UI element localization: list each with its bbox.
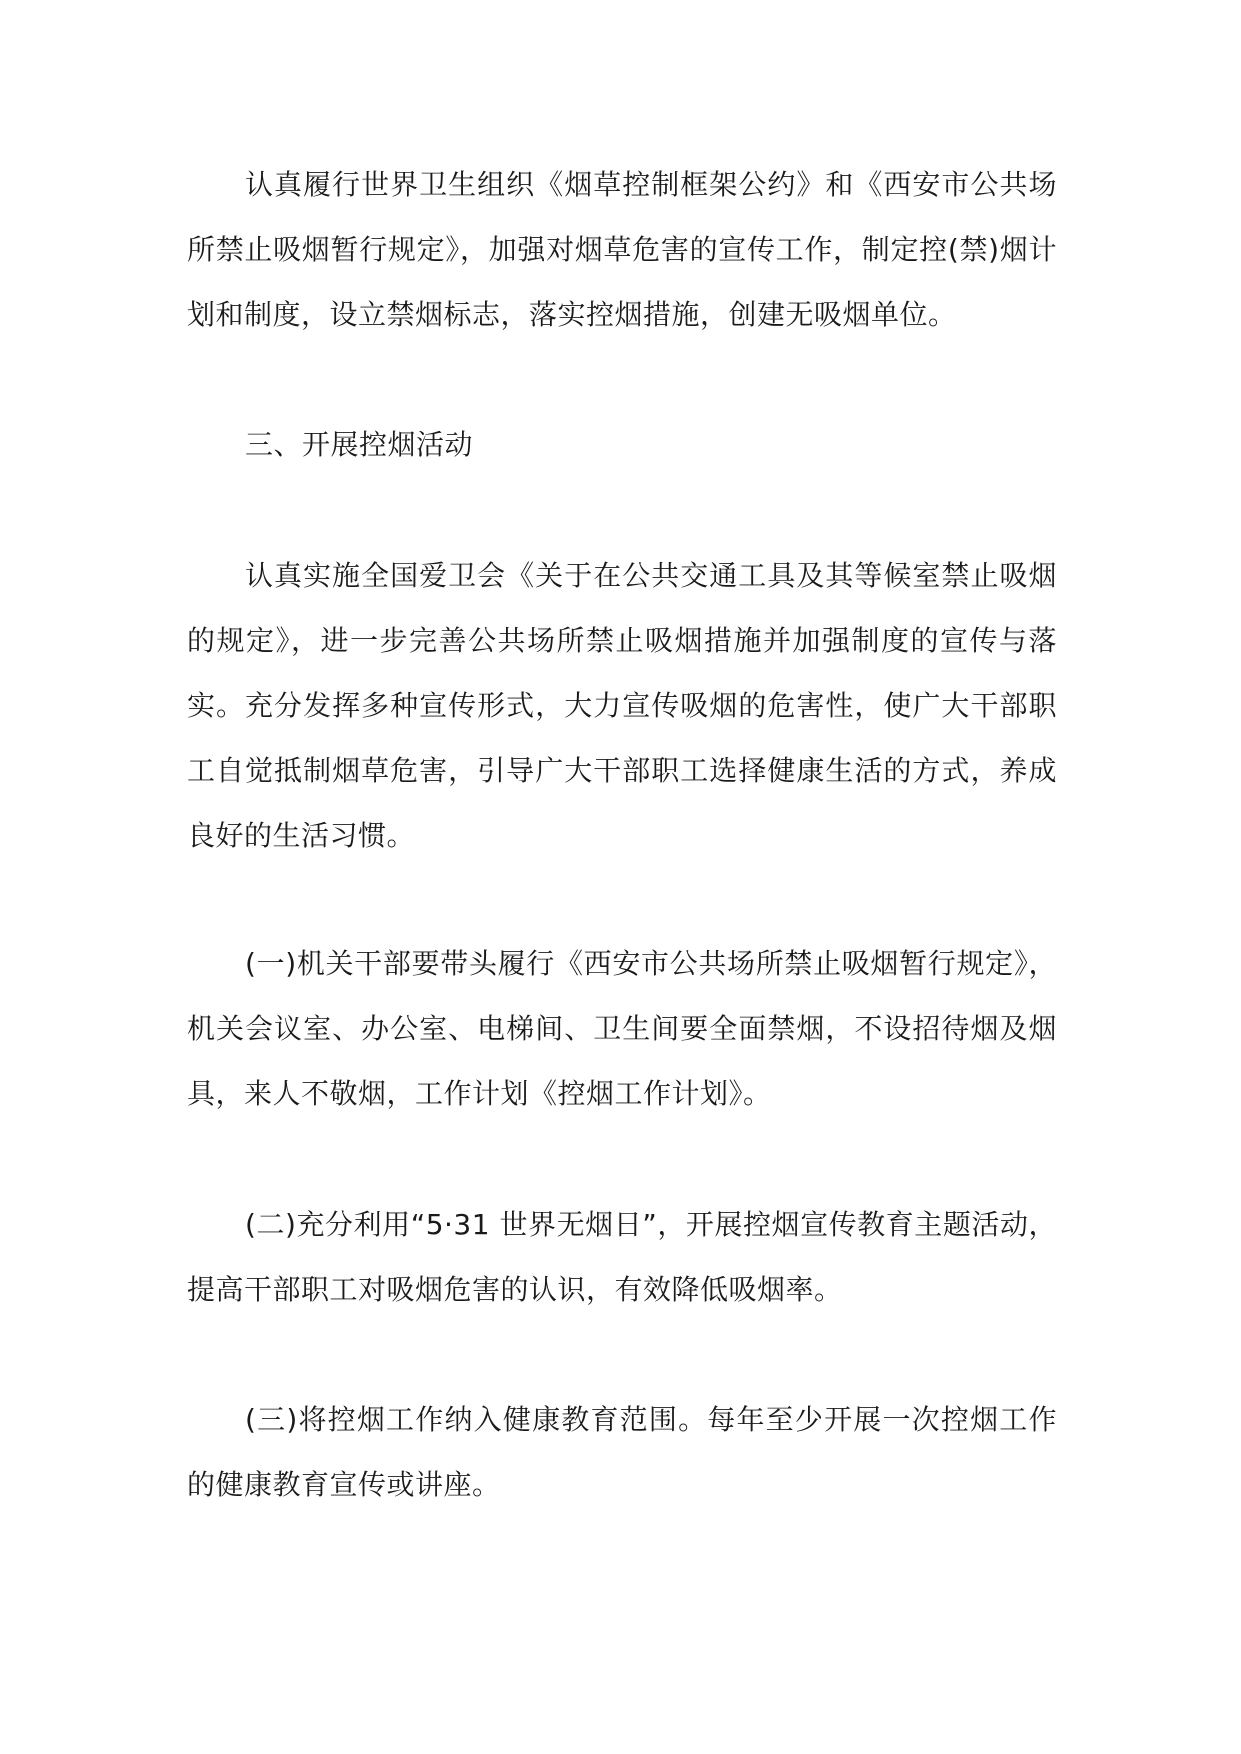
paragraph-tobacco-control-convention: 认真履行世界卫生组织《烟草控制框架公约》和《西安市公共场所禁止吸烟暂行规定》，加强对烟草危害的宣传工作，制定控(禁)烟计划和制度，设立禁烟标志，落实控烟措施，创建无吸烟单位。 [187, 168, 1057, 331]
section-heading-tobacco-control-activities: 三、开展控烟活动 [245, 428, 474, 461]
paragraph-implement-regulations: 认真实施全国爱卫会《关于在公共交通工具及其等候室禁止吸烟的规定》，进一步完善公共场所禁止吸烟措施并加强制度的宣传与落实。充分发挥多种宣传形式，大力宣传吸烟的危害性，使广大干部职工自觉抵制烟草危害，引导广大干部职工选择健康生活的方式，养成良好的生活习惯。 [187, 559, 1057, 852]
paragraph-item-two-world-no-tobacco-day: (二)充分利用“5·31 世界无烟日”，开展控烟宣传教育主题活动，提高干部职工对吸烟危害的认识，有效降低吸烟率。 [187, 1208, 1057, 1306]
paragraph-item-one-cadres-lead: (一)机关干部要带头履行《西安市公共场所禁止吸烟暂行规定》，机关会议室、办公室、电梯间、卫生间要全面禁烟，不设招待烟及烟具，来人不敬烟，工作计划《控烟工作计划》。 [187, 947, 1057, 1110]
paragraph-item-three-health-education: (三)将控烟工作纳入健康教育范围。每年至少开展一次控烟工作的健康教育宣传或讲座。 [187, 1403, 1057, 1501]
